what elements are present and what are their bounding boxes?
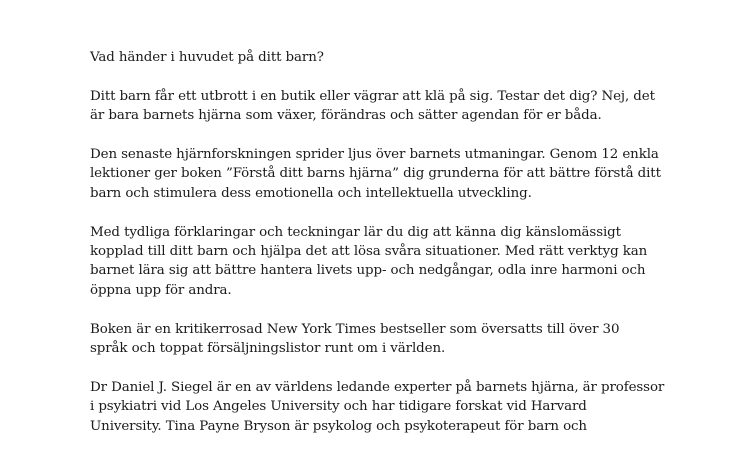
text-line: språk och toppat försäljningslistor runt om i världen. [90,341,446,357]
text-line: kopplad till ditt barn och hjälpa det att lösa svåra situationer. Med rätt verktyg kan [90,244,648,260]
text-line: barnet lära sig att bättre hantera livets upp- och nedgångar, odla inre harmoni och [90,263,646,279]
text-line: Dr Daniel J. Siegel är en av världens ledande experter på barnets hjärna, är professor [90,379,665,395]
text-line: Vad händer i huvudet på ditt barn? [90,50,324,65]
document-body [90,48,710,455]
text-line: barn och stimulera dess emotionella och intellektuella utveckling. [90,185,532,201]
text-line: i psykiatri vid Los Angeles University och har tidigare forskat vid Harvard [90,399,587,415]
paragraph-tantrum [90,87,710,126]
text-line: Boken är en kritikerrosad New York Times bestseller som översatts till över 30 [90,321,620,337]
text-line: Den senaste hjärnforskningen sprider ljus över barnets utmaningar. Genom 12 enkla [90,147,659,162]
paragraph-brain-research [90,145,710,203]
text-line: Ditt barn får ett utbrott i en butik eller vägrar att klä på sig. Testar det dig? Nej, det [90,88,655,104]
text-line: öppna upp för andra. [90,282,232,298]
paragraph-explanations [90,223,710,301]
paragraph-bestseller [90,320,710,359]
text-line: är bara barnets hjärna som växer, förändras och sätter agendan för er båda. [90,108,602,124]
paragraph-heading-question [90,48,710,67]
paragraph-authors [90,378,710,436]
text-line: Med tydliga förklaringar och teckningar lär du dig att känna dig känslomässigt [90,224,621,240]
text-line: lektioner ger boken ”Förstå ditt barns hjärna” dig grunderna för att bättre förstå ditt [90,166,661,182]
text-line: University. Tina Payne Bryson är psykolog och psykoterapeut för barn och [90,418,587,434]
